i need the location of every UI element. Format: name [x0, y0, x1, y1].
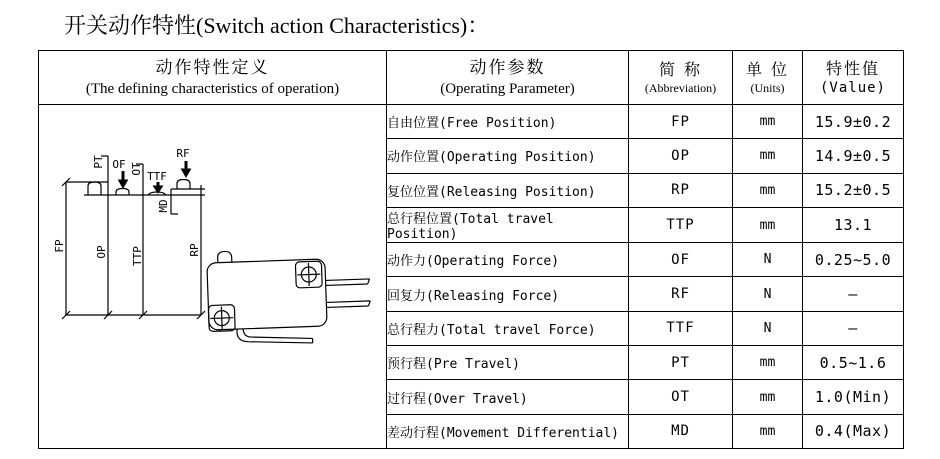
diagram-label-rf: RF — [176, 147, 190, 160]
value-cell: — — [803, 311, 904, 345]
col-header-units — [733, 51, 803, 105]
diagram-label-pt: PT — [92, 155, 105, 169]
value-cell: 15.2±0.5 — [803, 173, 904, 207]
value-cell: 0.25~5.0 — [803, 243, 904, 277]
diagram-label-md: MD — [157, 199, 170, 213]
diagram-label-rp: RP — [188, 243, 201, 257]
abbr-cell: TTP — [629, 207, 733, 242]
diagram-label-op: OP — [95, 245, 108, 259]
page-title: 开关动作特性(Switch action Characteristics)： — [64, 13, 490, 38]
switch-action-diagram — [39, 105, 385, 444]
unit-cell: N — [733, 277, 803, 311]
unit-cell: mm — [733, 414, 803, 448]
header-row — [39, 51, 904, 105]
unit-cell: N — [733, 311, 803, 345]
abbr-cell: RP — [629, 173, 733, 207]
param-cell: 复位位置(Releasing Position) — [387, 173, 629, 207]
value-cell: 0.5~1.6 — [803, 346, 904, 380]
free-position-dome — [88, 182, 101, 195]
diagram-label-ttp: TTP — [131, 246, 144, 266]
of-arrowhead-icon — [119, 180, 128, 188]
terminal — [326, 279, 370, 286]
header-abbreviation-cn: 简 称 — [658, 59, 703, 79]
col-header-abbreviation — [629, 51, 733, 105]
diagram-label-of: OF — [112, 158, 126, 171]
diagram-label-ot: OT — [130, 162, 143, 176]
param-cell: 预行程(Pre Travel) — [387, 346, 629, 380]
param-cell: 过行程(Over Travel) — [387, 380, 629, 414]
value-cell: 14.9±0.5 — [803, 139, 904, 173]
value-cell: 15.9±0.2 — [803, 105, 904, 139]
diagram-label-ttf: TTF — [147, 170, 167, 183]
param-cell: 自由位置(Free Position) — [387, 105, 629, 139]
col-header-value — [803, 51, 904, 105]
param-cell: 动作位置(Operating Position) — [387, 139, 629, 173]
unit-cell: mm — [733, 346, 803, 380]
rf-arrowhead-icon — [182, 169, 191, 177]
abbr-cell: OP — [629, 139, 733, 173]
header-definition-cn: 动作特性定义 — [155, 57, 270, 78]
header-parameter-cn: 动作参数 — [469, 57, 546, 78]
abbr-cell: MD — [629, 414, 733, 448]
abbr-cell: RF — [629, 277, 733, 311]
unit-cell: mm — [733, 207, 803, 242]
switch-diagram-cell — [39, 105, 387, 449]
switch-plunger — [217, 251, 231, 262]
table-row — [39, 105, 904, 139]
unit-cell: mm — [733, 173, 803, 207]
param-cell: 回复力(Releasing Force) — [387, 277, 629, 311]
dimension-lines — [62, 156, 205, 319]
header-abbreviation-en: (Abbreviation) — [644, 81, 717, 95]
dimension-labels — [53, 147, 201, 266]
header-units-en: (Units) — [750, 81, 785, 95]
header-definition-en: (The defining characteristics of operation) — [85, 80, 340, 97]
micro-switch-drawing — [206, 246, 371, 346]
bottom-lever — [237, 326, 313, 345]
characteristics-table — [38, 50, 904, 449]
mounting-hole-crosshair — [210, 306, 234, 330]
value-cell: — — [803, 277, 904, 311]
terminal — [326, 301, 370, 308]
value-cell: 0.4(Max) — [803, 414, 904, 448]
header-value-cn: 特性值 — [825, 58, 880, 78]
param-cell: 差动行程(Movement Differential) — [387, 414, 629, 448]
mounting-hole-crosshair — [297, 263, 321, 287]
operating-position-dome — [116, 189, 129, 196]
col-header-definition — [39, 51, 387, 105]
abbr-cell: PT — [629, 346, 733, 380]
param-cell: 总行程力(Total travel Force) — [387, 311, 629, 345]
col-header-parameter — [387, 51, 629, 105]
unit-cell: mm — [733, 105, 803, 139]
abbr-cell: OT — [629, 380, 733, 414]
abbr-cell: FP — [629, 105, 733, 139]
unit-cell: mm — [733, 139, 803, 173]
param-cell: 总行程位置(Total travel Position) — [387, 207, 629, 242]
header-parameter-en: (Operating Parameter) — [440, 80, 575, 97]
releasing-position-dome — [177, 180, 190, 190]
header-value-en: (Value) — [819, 79, 886, 96]
abbr-cell: OF — [629, 243, 733, 277]
unit-cell: mm — [733, 380, 803, 414]
header-units-cn: 单 位 — [745, 59, 790, 79]
diagram-label-fp: FP — [53, 239, 66, 253]
unit-cell: N — [733, 243, 803, 277]
value-cell: 1.0(Min) — [803, 380, 904, 414]
param-cell: 动作力(Operating Force) — [387, 243, 629, 277]
abbr-cell: TTF — [629, 311, 733, 345]
value-cell: 13.1 — [803, 207, 904, 242]
